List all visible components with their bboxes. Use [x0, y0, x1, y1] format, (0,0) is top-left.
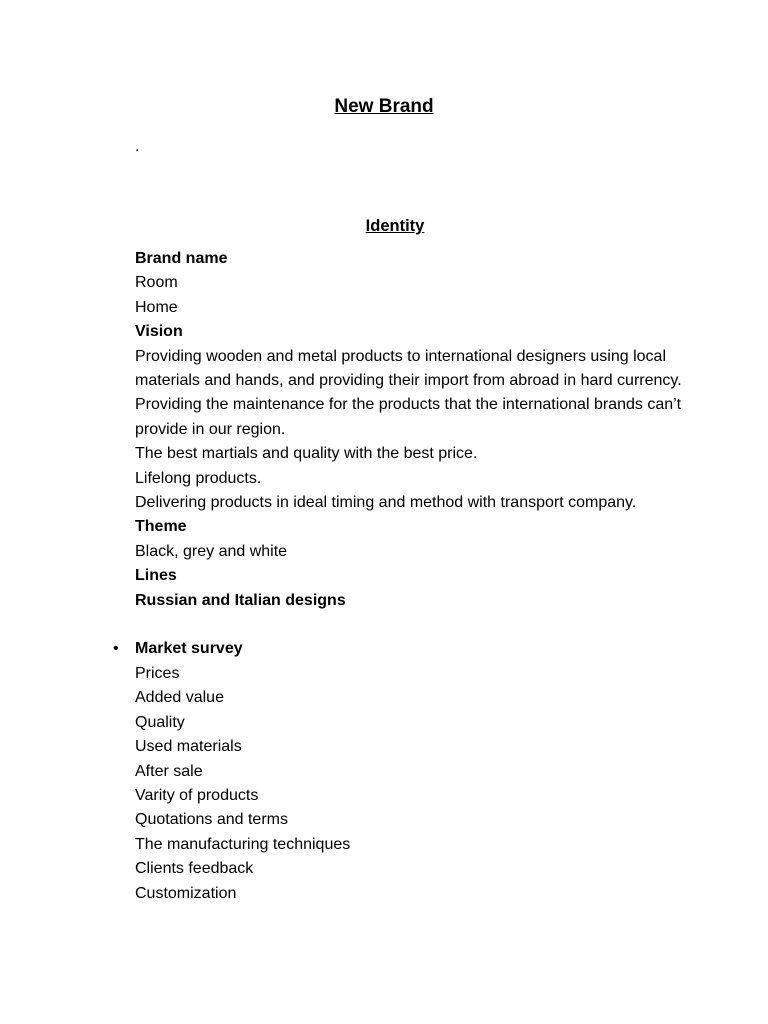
lines-value: Russian and Italian designs	[135, 591, 346, 609]
vision-line: Lifelong products.	[135, 469, 262, 487]
market-survey-item: Varity of products	[135, 786, 259, 804]
bullet-icon: •	[113, 640, 119, 658]
market-survey-item: Added value	[135, 689, 224, 707]
market-survey-bullet-row	[113, 637, 695, 661]
market-survey-item: Clients feedback	[135, 860, 254, 878]
stray-mark: .	[135, 138, 140, 155]
blank-line	[135, 613, 695, 637]
lines-heading: Lines	[135, 567, 177, 585]
market-survey-item: Used materials	[135, 738, 242, 756]
market-survey-item: After sale	[135, 762, 203, 780]
brand-name-item: Home	[135, 298, 178, 316]
market-survey-item: Prices	[135, 664, 180, 682]
document-title: New Brand	[334, 96, 434, 117]
vision-line: The best martials and quality with the best price.	[135, 445, 478, 463]
brand-name-heading: Brand name	[135, 250, 228, 267]
vision-line: Providing the maintenance for the products that the international brands can’t provide in our region.	[135, 396, 682, 438]
vision-line: Delivering products in ideal timing and method with transport company.	[135, 494, 637, 512]
vision-line: Providing wooden and metal products to international designers using local materials and hands, and providing their import from abroad in hard currency.	[135, 347, 682, 390]
brand-name-item: Room	[135, 274, 178, 292]
market-survey-item: Quotations and terms	[135, 811, 288, 829]
vision-heading: Vision	[135, 323, 183, 341]
section-title-identity: Identity	[365, 217, 425, 235]
market-survey-item: Customization	[135, 884, 237, 902]
document-body	[113, 247, 695, 906]
theme-heading: Theme	[135, 518, 187, 536]
theme-value: Black, grey and white	[135, 542, 288, 560]
market-survey-item: The manufacturing techniques	[135, 835, 351, 853]
market-survey-item: Quality	[135, 713, 185, 731]
market-survey-heading: Market survey	[135, 640, 243, 658]
